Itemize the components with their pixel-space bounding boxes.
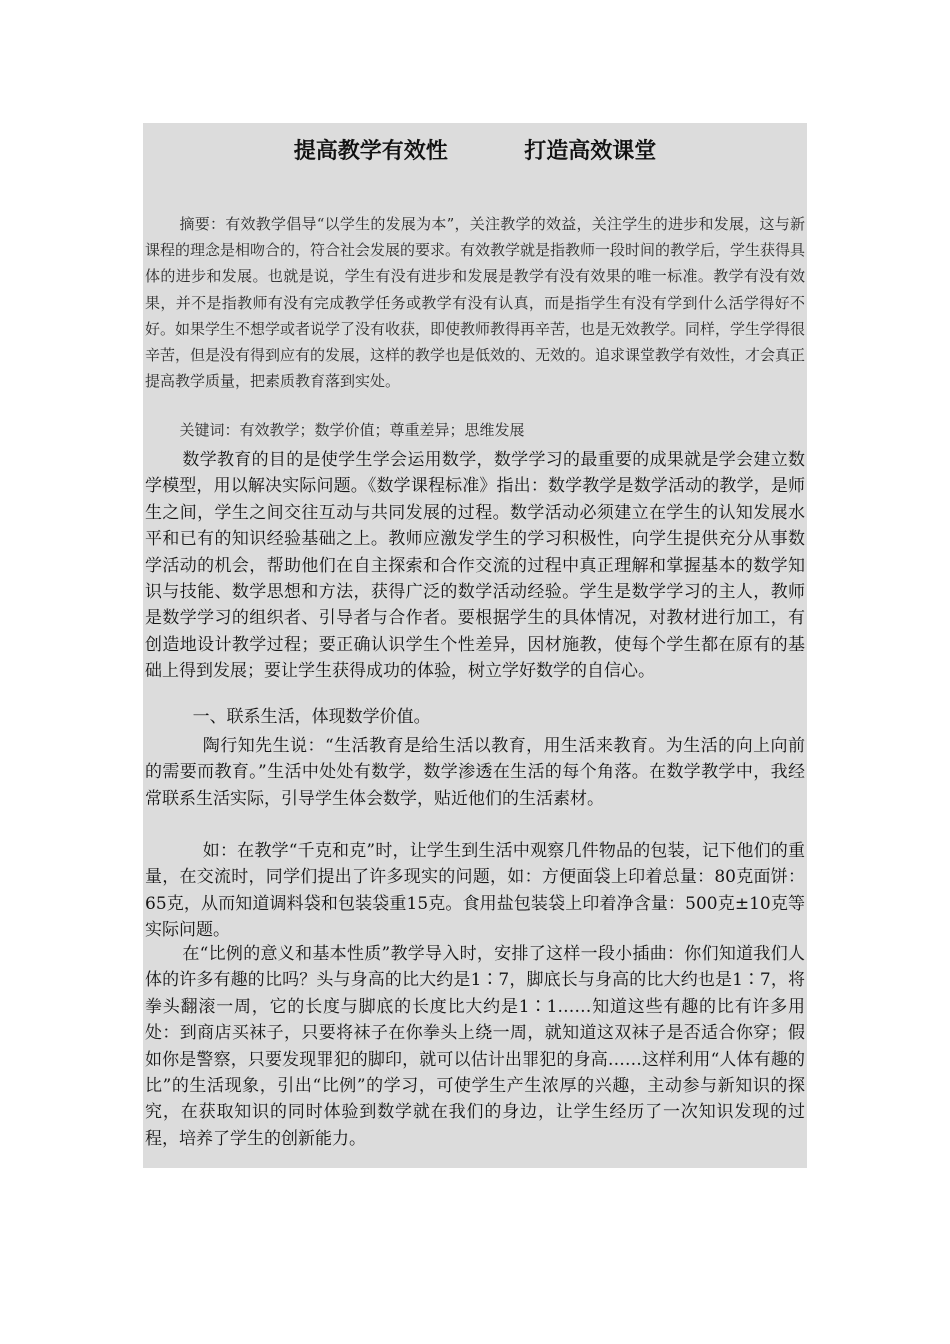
document-page xyxy=(143,123,807,1168)
document-title: 提高教学有效性 打造高效课堂 xyxy=(293,139,657,164)
section-heading-1: 一、联系生活，体现数学价值。 xyxy=(192,707,431,727)
keywords-line: 关键词：有效教学；数学价值；尊重差异；思维发展 xyxy=(179,421,525,439)
body-paragraph-1: 数学教育的目的是使学生学会运用数学，数学学习的最重要的成果就是学会建立数学模型，用以解决实际问题。《数学课程标准》指出：数学教学是数学活动的教学，是师生之间，学生之间交往互动与共同发展的过程。数学活动必须建立在学生的认知发展水平和已有的知识经验基础之上。教师应激发学生的学习积极性，向学生提供充分从事数学活动的机会，帮助他们在自主探索和合作交流的过程中真正理解和掌握基本的数学知识与技能、数学思想和方法，获得广泛的数学活动经验。学生是数学学习的主人，教师是数学学习的组织者、引导者与合作者。要根据学生的具体情况，对教材进行加工，有创造地设计教学过程；要正确认识学生个性差异，因材施教，使每个学生都在原有的基础上得到发展；要让学生获得成功的体验，树立学好数学的自信心。 xyxy=(145,450,805,682)
body-paragraph-2: 陶行知先生说：“生活教育是给生活以教育，用生活来教育。为生活的向上向前的需要而教育。”生活中处处有数学，数学渗透在生活的每个角落。在数学教学中，我经常联系生活实际，引导学生体会数学，贴近他们的生活素材。 xyxy=(145,736,805,809)
body-paragraph-3: 如：在教学“千克和克”时，让学生到生活中观察几件物品的包装，记下他们的重量，在交流时，同学们提出了许多现实的问题，如：方便面袋上印着总量：80克面饼：65克，从而知道调料袋和包装袋重15克。食用盐包装袋上印着净含量：500克±10克等实际问题。 xyxy=(145,841,805,941)
body-paragraph-4: 在“比例的意义和基本性质”教学导入时，安排了这样一段小插曲：你们知道我们人体的许多有趣的比吗？头与身高的比大约是1∶7，脚底长与身高的比大约也是1∶7，将拳头翻滚一周，它的长度与脚底的长度比大约是1∶1……知道这些有趣的比有许多用处：到商店买袜子，只要将袜子在你拳头上绕一周，就知道这双袜子是否适合你穿；假如你是警察，只要发现罪犯的脚印，就可以估计出罪犯的身高……这样利用“人体有趣的比”的生活现象，引出“比例”的学习，可使学生产生浓厚的兴趣，主动参与新知识的探究，在获取知识的同时体验到数学就在我们的身边，让学生经历了一次知识发现的过程，培养了学生的创新能力。 xyxy=(145,944,805,1149)
abstract-paragraph: 摘要：有效教学倡导“以学生的发展为本”，关注教学的效益，关注学生的进步和发展，这与新课程的理念是相吻合的，符合社会发展的要求。有效教学就是指教师一段时间的教学后，学生获得具体的进步和发展。也就是说，学生有没有进步和发展是教学有没有效果的唯一标准。教学有没有效果，并不是指教师有没有完成教学任务或教学有没有认真，而是指学生有没有学到什么活学得好不好。如果学生不想学或者说学了没有收获，即使教师教得再辛苦，也是无效教学。同样，学生学得很辛苦，但是没有得到应有的发展，这样的教学也是低效的、无效的。追求课堂教学有效性，才会真正提高教学质量，把素质教育落到实处。 xyxy=(145,215,806,391)
